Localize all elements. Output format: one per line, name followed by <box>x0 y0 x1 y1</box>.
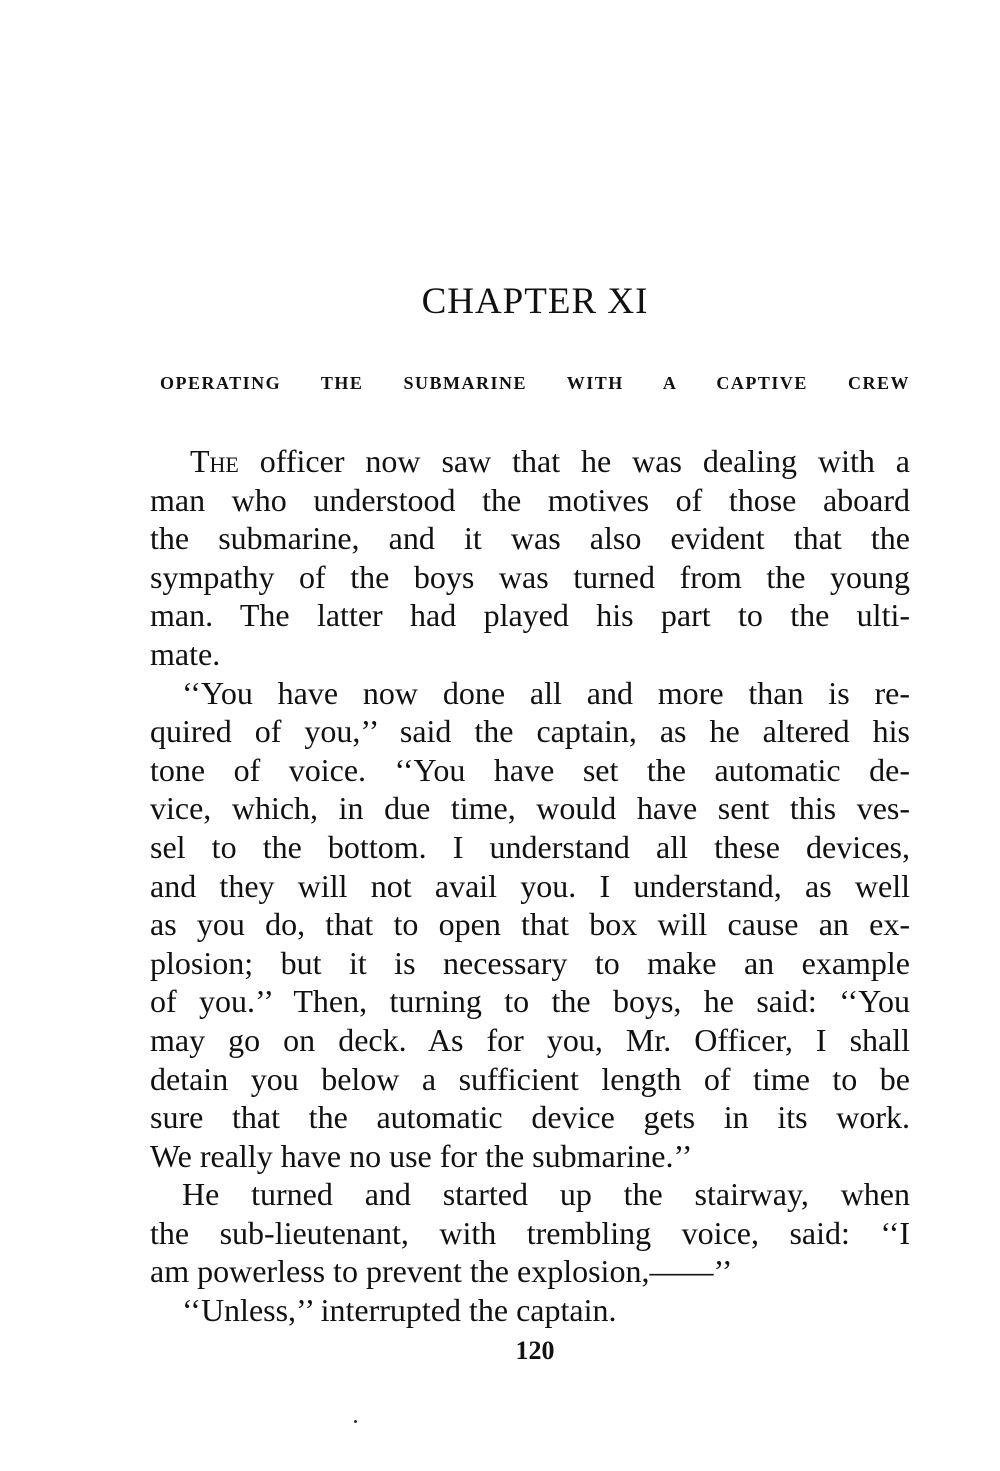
text-line: detain you below a sufficient length of time to be <box>150 1060 910 1097</box>
text-line: am powerless to prevent the explosion,——’’ <box>150 1253 733 1290</box>
scan-speck <box>354 1420 357 1423</box>
text-line: sure that the automatic device gets in its work. <box>150 1099 910 1136</box>
text-line: man. The latter had played his part to the ulti- <box>150 597 910 634</box>
chapter-subtitle: OPERATING THE SUBMARINE WITH A CAPTIVE CREW <box>160 373 910 393</box>
text-line: He turned and started up the stairway, when <box>182 1176 910 1213</box>
text-line: plosion; but it is necessary to make an example <box>150 944 910 981</box>
body-text <box>150 442 910 1330</box>
text-line: of you.’’ Then, turning to the boys, he said: ‘‘You <box>150 983 910 1020</box>
text-line: tone of voice. ‘‘You have set the automatic de- <box>150 751 910 788</box>
text-line: sel to the bottom. I understand all these devices, <box>150 828 910 865</box>
text-line: mate. <box>150 635 221 672</box>
text-line: The officer now saw that he was dealing with a <box>190 443 910 479</box>
text-line: as you do, that to open that box will cause an ex- <box>150 906 910 943</box>
text-line: vice, which, in due time, would have sent this ves- <box>150 790 910 827</box>
text-line: and they will not avail you. I understand, as well <box>150 867 910 904</box>
text-line: man who understood the motives of those aboard <box>150 481 910 518</box>
chapter-title: CHAPTER XI <box>421 281 649 322</box>
text-line: the sub-lieutenant, with trembling voice, said: ‘‘I <box>150 1214 910 1251</box>
page-number: 120 <box>515 1336 555 1365</box>
text-line: ‘‘You have now done all and more than is re- <box>182 674 910 711</box>
text-line: We really have no use for the submarine.’’ <box>150 1137 693 1174</box>
text-line: may go on deck. As for you, Mr. Officer, I shall <box>150 1021 910 1058</box>
text-line: quired of you,’’ said the captain, as he altered his <box>150 713 910 750</box>
text-line: sympathy of the boys was turned from the young <box>150 558 910 595</box>
text-line: ‘‘Unless,’’ interrupted the captain. <box>182 1292 617 1329</box>
text-line: the submarine, and it was also evident that the <box>150 520 910 557</box>
drop-word: The <box>190 443 239 479</box>
